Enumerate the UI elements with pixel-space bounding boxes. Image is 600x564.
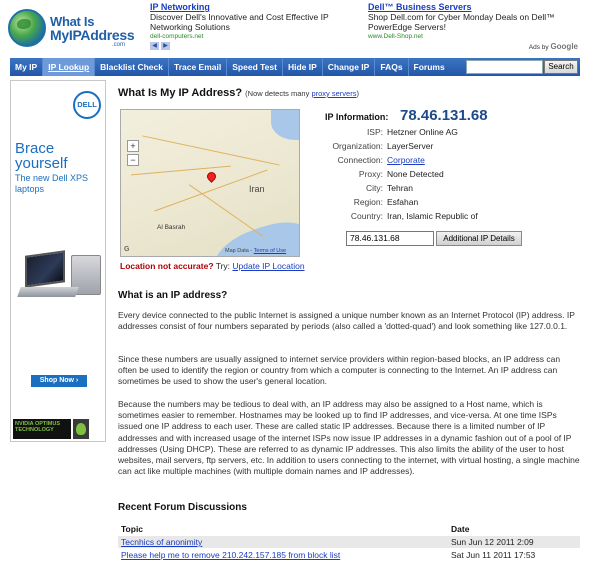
ads-by-label: Ads by (528, 44, 549, 51)
zoom-in-icon[interactable]: + (127, 140, 139, 152)
next-arrow-icon[interactable]: ▶ (161, 42, 170, 50)
ad-url[interactable]: dell-computers.net (150, 33, 204, 40)
ip-address-value: 78.46.131.68 (400, 107, 488, 124)
ip-info-label: City: (366, 183, 383, 193)
article-paragraph-3: Because the numbers may be tedious to deal with, an IP address may also be assigned to a Host name, which is sometimes easier to remember. Hostnames may be looked up to find IP addresses, and vice-versa. At one time ISPs issued one IP address to each user. These are called static IP addresses. Because there is a limited number of IP addresses and with increased usage of the internet ISPs now issue IP addresses in a dynamic fashion out of a pool of IP addresses (Using DHCP). These are referred to as dynamic IP addresses. This also limits the ability of the user to host websites, mail servers, ftp servers, etc. In addition to users connecting to the internet, with virtual hosting, a single machine can act like multiple machines (with multiple domain names and IP addresses). (118, 399, 580, 477)
logo-text-line2: MyIPAddress (50, 27, 135, 43)
globe-icon (8, 9, 46, 47)
ip-lookup-input[interactable]: 78.46.131.68 (346, 231, 434, 246)
nav-blacklist-check[interactable]: Blacklist Check (95, 58, 169, 76)
page-title-text: What Is My IP Address? (118, 87, 243, 99)
laptop-base-icon (17, 287, 79, 297)
search-input[interactable] (466, 60, 543, 74)
ip-info-value: Esfahan (387, 197, 419, 207)
ad-description: Shop Dell.com for Cyber Monday Deals on Dell™ PowerEdge Servers! (368, 12, 555, 32)
nvidia-logo-icon (73, 419, 89, 439)
ads-by-google[interactable] (529, 42, 578, 51)
logo-text-line3: .com (112, 42, 126, 48)
ip-info-label: Organization: (332, 141, 383, 151)
forum-col-date: Date (451, 524, 470, 534)
ip-info-label: Proxy: (358, 169, 383, 179)
ad-title[interactable]: Dell™ Business Servers (368, 2, 472, 12)
ad-title[interactable]: IP Networking (150, 2, 210, 12)
nav-trace-email[interactable]: Trace Email (169, 58, 227, 76)
article-heading: What is an IP address? (118, 290, 228, 301)
map-brand-logo: G (124, 246, 130, 253)
page-title-note: (Now detects many proxy servers) (245, 89, 359, 98)
dell-logo-icon: DELL (73, 91, 101, 119)
nav-faqs[interactable]: FAQs (375, 58, 408, 76)
prev-arrow-icon[interactable]: ◀ (150, 42, 159, 50)
forum-col-topic: Topic (121, 524, 144, 534)
map-terms-link[interactable]: Terms of Use (253, 248, 287, 254)
page-title (118, 87, 359, 99)
ad-description: Discover Dell's Innovative and Cost Effective IP Networking Solutions (150, 12, 329, 32)
site-logo[interactable] (8, 6, 138, 50)
nvidia-optimus-badge: NVIDIA OPTIMUS TECHNOLOGY (13, 419, 71, 439)
nav-ip-lookup[interactable]: IP Lookup (43, 58, 95, 76)
table-row (118, 549, 580, 561)
nav-change-ip[interactable]: Change IP (323, 58, 376, 76)
location-note: Location not accurate? Try: Update IP Location (120, 261, 305, 271)
location-map[interactable] (120, 109, 300, 257)
forum-topic-link[interactable]: Tecnhics of anonimity (121, 537, 203, 547)
location-question: Location not accurate? (120, 261, 214, 271)
zoom-out-icon[interactable]: − (127, 154, 139, 166)
nav-forums[interactable]: Forums (413, 62, 445, 72)
map-label-basrah: Al Basrah (157, 224, 186, 231)
map-data-text: Map Data (225, 248, 249, 254)
map-footer: Map Data - Terms of Use (225, 248, 287, 254)
ip-info-value: Hetzner Online AG (387, 127, 458, 137)
ip-info-label: ISP: (366, 127, 383, 137)
ad-carousel-controls (150, 42, 170, 50)
sidebar-banner-ad[interactable] (10, 80, 106, 442)
proxy-servers-link[interactable]: proxy servers (311, 89, 357, 98)
text-ad-1[interactable] (150, 2, 355, 42)
site-header (0, 0, 600, 56)
ad-headline: Brace yourself (15, 140, 68, 172)
shop-now-button[interactable]: Shop Now › (31, 375, 87, 387)
nav-my-ip[interactable]: My IP (10, 58, 43, 76)
connection-type-link[interactable]: Corporate (387, 155, 425, 165)
forum-table-header (118, 523, 580, 535)
ip-info-value: None Detected (387, 169, 444, 179)
forum-topic-date: Sat Jun 11 2011 17:53 (451, 550, 536, 560)
ip-information-label: IP Information: (325, 112, 389, 122)
text-ad-2[interactable] (368, 2, 583, 42)
ip-info-value: Iran, Islamic Republic of (387, 211, 478, 221)
map-zoom-control (127, 140, 141, 170)
forum-topic-link[interactable]: Please help me to remove 210.242.157.185 from block list (121, 550, 341, 560)
ad-subline: The new Dell XPS laptops (15, 173, 89, 194)
ad-url[interactable]: www.Dell-Shop.net (368, 33, 423, 40)
forum-heading: Recent Forum Discussions (118, 502, 247, 513)
map-label-iran: Iran (249, 184, 265, 194)
ip-info-value: Tehran (387, 183, 413, 193)
ip-info-value: LayerServer (387, 141, 434, 151)
laptop-image (19, 249, 103, 309)
laptop-screen-icon (25, 250, 65, 288)
nav-speed-test[interactable]: Speed Test (227, 58, 283, 76)
ip-info-label: Country: (350, 211, 383, 221)
ip-info-label: Connection: (337, 155, 383, 165)
table-row (118, 536, 580, 548)
search-button[interactable]: Search (544, 60, 578, 74)
article-paragraph-1: Every device connected to the public Internet is assigned a unique number known as an Internet Protocol (IP) address. IP addresses consist of four numbers separated by periods (also called a 'dotted-quad') and look something like 127.0.0.1. (118, 310, 575, 332)
update-ip-location-link[interactable]: Update IP Location (232, 261, 305, 271)
additional-ip-details-button[interactable]: Additional IP Details (436, 231, 522, 246)
ip-info-label: Region: (353, 197, 383, 207)
forum-topic-date: Sun Jun 12 2011 2:09 (451, 537, 534, 547)
nav-hide-ip[interactable]: Hide IP (283, 58, 323, 76)
article-paragraph-2: Since these numbers are usually assigned to internet service providers within region-based blocks, an IP address can often be used to identify the region or country from which a computer is connecting to the Internet. An IP address can sometimes be used to show the user's general location. (118, 354, 561, 387)
logo-text-line1: What Is (50, 14, 95, 29)
ads-by-brand: Google (550, 42, 578, 51)
